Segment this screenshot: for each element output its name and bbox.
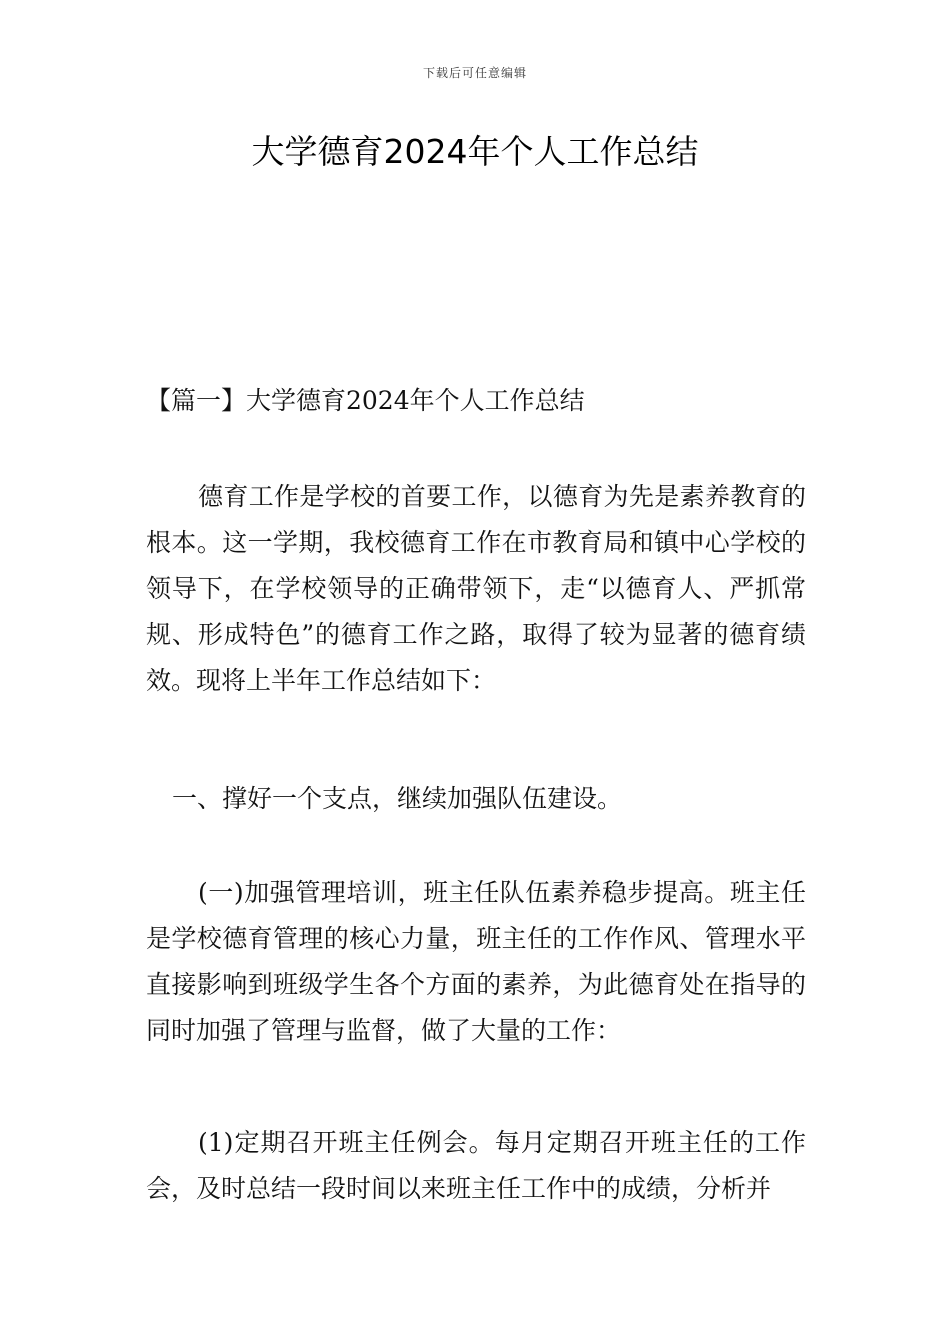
section-heading: 【篇一】大学德育2024年个人工作总结 xyxy=(146,386,585,415)
paragraph-subsection-one: (一)加强管理培训，班主任队伍素养稳步提高。班主任是学校德育管理的核心力量，班主任的工作作风、管理水平直接影响到班级学生各个方面的素养，为此德育处在指导的同时加强了管理与监督，做了大量的工作： xyxy=(146,878,806,1045)
header-note: 下载后可任意编辑 xyxy=(422,66,527,80)
paragraph-intro: 德育工作是学校的首要工作，以德育为先是素养教育的根本。这一学期，我校德育工作在市教育局和镇中心学校的领导下，在学校领导的正确带领下，走“以德育人、严抓常规、形成特色”的德育工作之路，取得了较为显著的德育绩效。现将上半年工作总结如下： xyxy=(146,482,806,695)
paragraph-item-one: (1)定期召开班主任例会。每月定期召开班主任的工作会，及时总结一段时间以来班主任工作中的成绩，分析并 xyxy=(146,1128,806,1203)
paragraph-heading-one: 一、撑好一个支点，继续加强队伍建设。 xyxy=(172,784,623,813)
document-title: 大学德育2024年个人工作总结 xyxy=(251,132,699,171)
